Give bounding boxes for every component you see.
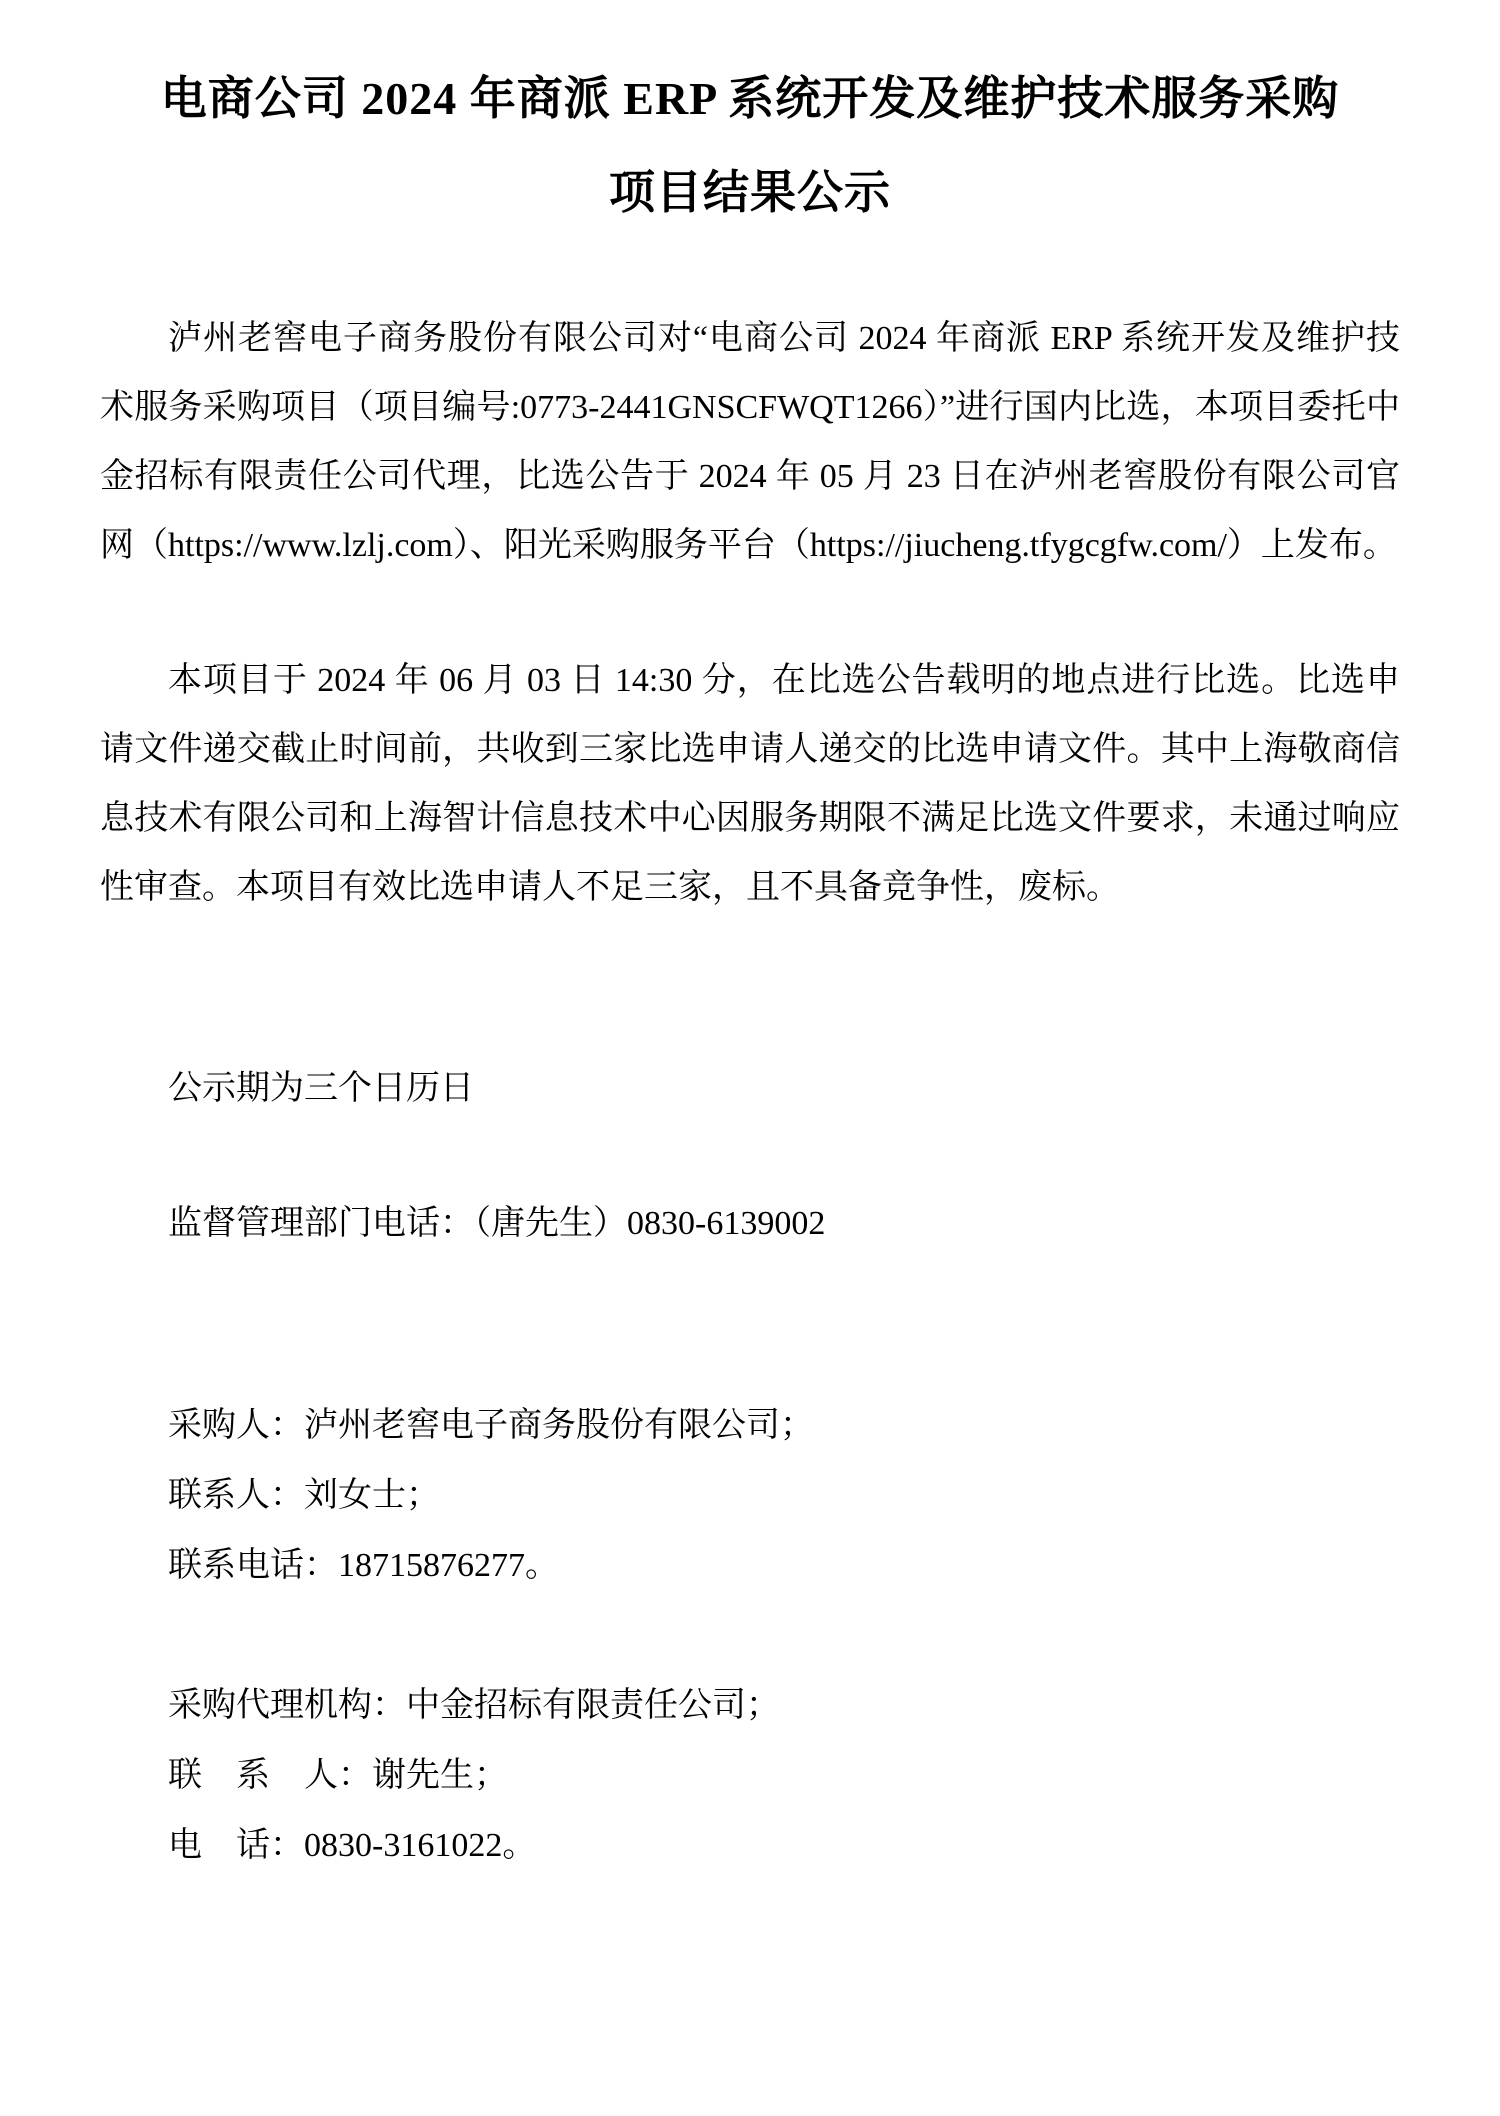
document-title-line-2: 项目结果公示 bbox=[609, 167, 891, 218]
document-title bbox=[100, 52, 1400, 240]
paragraph-bid-result: 本项目于 2024 年 06 月 03 日 14:30 分，在比选公告载明的地点进行比选。比选申请文件递交截止时间前，共收到三家比选申请人递交的比选申请文件。其中上海敬商信息技术有限公司和上海智计信息技术中心因服务期限不满足比选文件要求，未通过响应性审查。本项目有效比选申请人不足三家，且不具备竞争性，废标。 bbox=[100, 662, 1400, 906]
agency-name-line: 采购代理机构：中金招标有限责任公司； bbox=[168, 1687, 780, 1724]
agency-info-block bbox=[100, 1671, 1400, 1881]
purchaser-info-block bbox=[100, 1391, 1400, 1601]
purchaser-contact-line: 联系人：刘女士； bbox=[168, 1477, 440, 1514]
document-title-line-1: 电商公司 2024 年商派 ERP 系统开发及维护技术服务采购 bbox=[160, 73, 1340, 124]
agency-contact-line: 联 系 人：谢先生； bbox=[168, 1757, 508, 1794]
purchaser-phone-line: 联系电话：18715876277。 bbox=[168, 1547, 559, 1584]
publicity-period-line: 公示期为三个日历日 bbox=[168, 1070, 474, 1107]
supervision-phone-line: 监督管理部门电话：（唐先生）0830-6139002 bbox=[168, 1205, 826, 1242]
agency-phone-line: 电 话：0830-3161022。 bbox=[168, 1827, 537, 1864]
paragraph-project-intro: 泸州老窖电子商务股份有限公司对“电商公司 2024 年商派 ERP 系统开发及维护技术服务采购项目（项目编号:0773-2441GNSCFWQT1266）”进行国内比选，本项目委托中金招标有限责任公司代理，比选公告于 2024 年 05 月 23 日在泸州老窖股份有限公司官网（https://www.lzlj.com）、阳光采购服务平台（https://jiucheng.tfygcgfw.com/）上发布。 bbox=[100, 320, 1400, 564]
purchaser-name-line: 采购人：泸州老窖电子商务股份有限公司； bbox=[168, 1407, 814, 1444]
